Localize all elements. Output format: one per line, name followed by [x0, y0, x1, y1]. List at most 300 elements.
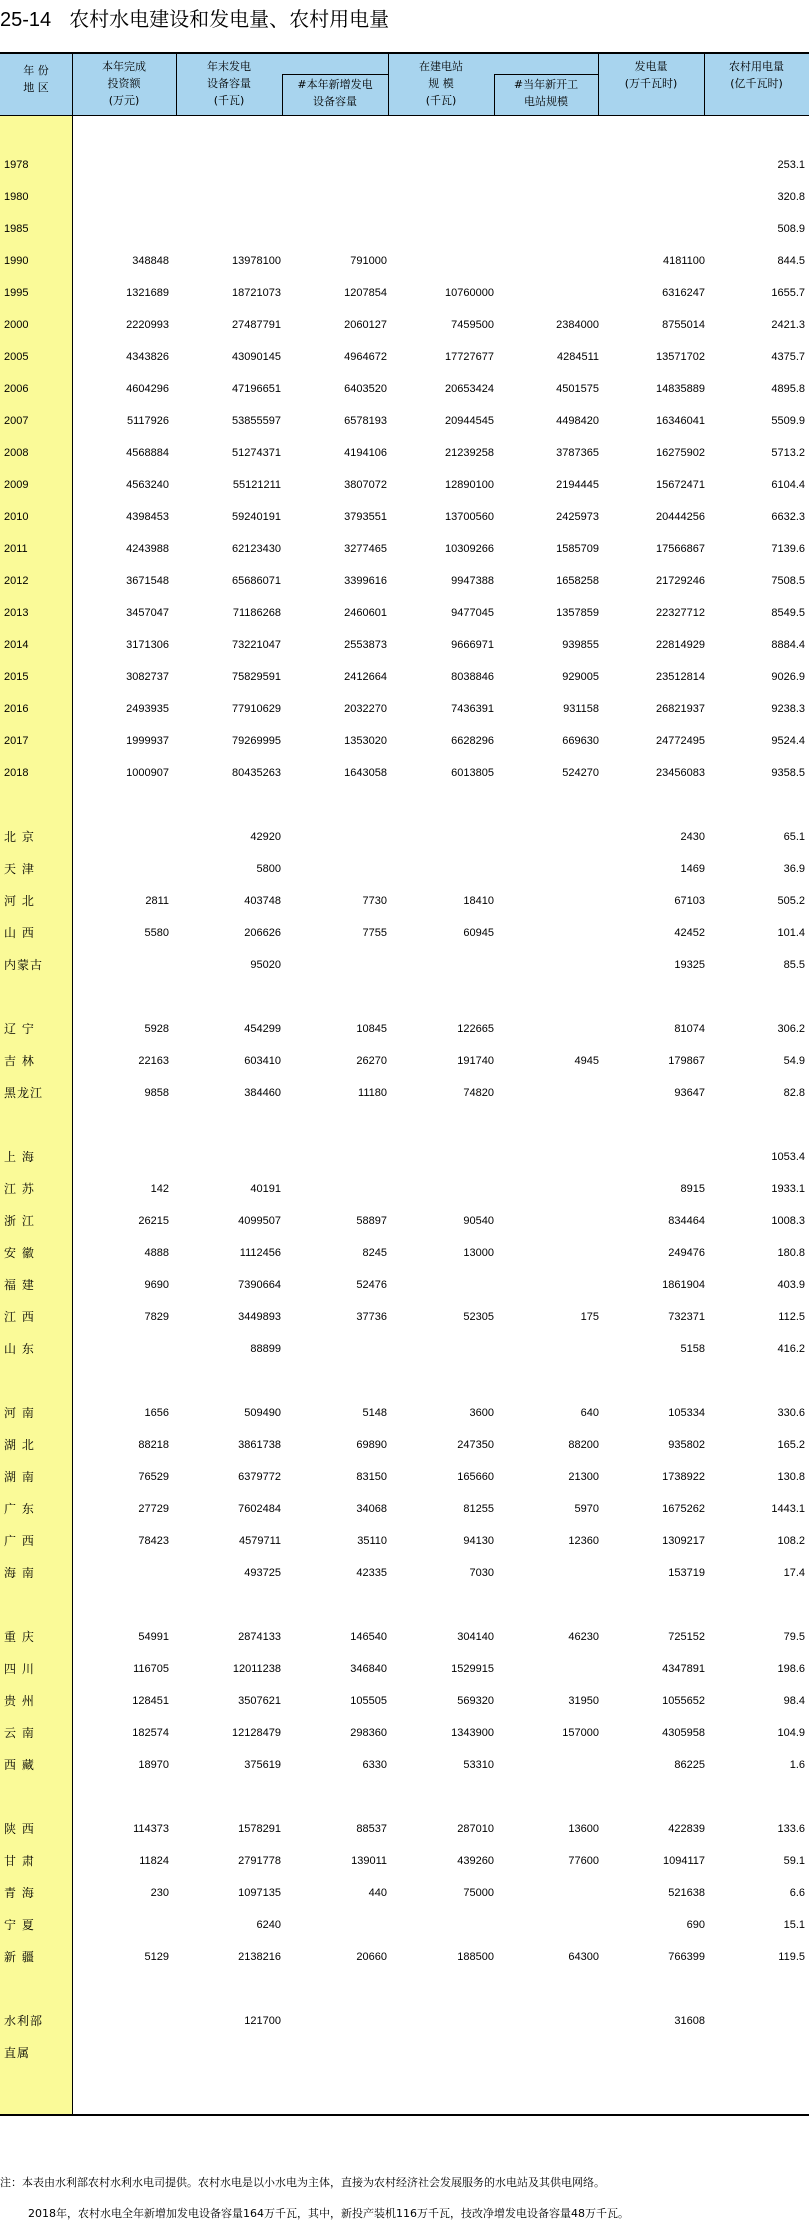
table-cell: 2553873	[344, 639, 387, 651]
table-cell: 18970	[138, 1759, 169, 1771]
row-label: 2010	[4, 511, 29, 523]
table-cell: 7030	[469, 1567, 494, 1579]
table-row	[0, 1692, 809, 1710]
table-cell: 11824	[139, 1855, 169, 1867]
table-cell: 1321689	[126, 287, 169, 299]
table-cell: 6316247	[662, 287, 705, 299]
table-cell: 2384000	[556, 319, 599, 331]
table-cell: 47196651	[232, 383, 281, 395]
table-cell: 5148	[362, 1407, 387, 1419]
table-row	[0, 1756, 809, 1774]
row-label: 宁 夏	[4, 1918, 35, 1932]
row-label: 云 南	[4, 1726, 35, 1740]
table-cell: 298360	[350, 1727, 387, 1739]
table-cell: 13000	[463, 1247, 494, 1259]
table-cell: 5158	[680, 1343, 705, 1355]
table-row	[0, 1052, 809, 1070]
table-cell: 422839	[668, 1823, 705, 1835]
table-cell: 139011	[351, 1855, 387, 1867]
table-row	[0, 700, 809, 718]
table-cell: 2791778	[238, 1855, 281, 1867]
table-cell: 287010	[457, 1823, 494, 1835]
table-cell: 31608	[674, 2015, 705, 2027]
table-cell: 58897	[356, 1215, 387, 1227]
table-cell: 59.1	[783, 1855, 805, 1867]
table-cell: 31950	[568, 1695, 599, 1707]
table-cell: 3807072	[344, 479, 387, 491]
table-cell: 12360	[568, 1535, 599, 1547]
table-cell: 12128479	[232, 1727, 281, 1739]
table-cell: 95020	[250, 959, 281, 971]
row-label: 江 苏	[4, 1182, 35, 1196]
table-cell: 4895.8	[771, 383, 805, 395]
row-label: 江 西	[4, 1310, 35, 1324]
table-cell: 10845	[356, 1023, 387, 1035]
header-region: 年 份 地 区	[23, 64, 49, 94]
table-cell: 2493935	[126, 703, 169, 715]
row-label: 湖 南	[4, 1470, 35, 1484]
table-cell: 112.5	[778, 1311, 805, 1323]
table-cell: 6632.3	[771, 511, 805, 523]
row-label: 上 海	[4, 1150, 35, 1164]
table-cell: 7730	[362, 895, 387, 907]
table-cell: 1933.1	[771, 1183, 805, 1195]
table-cell: 122665	[457, 1023, 494, 1035]
table-cell: 121700	[244, 2015, 281, 2027]
table-cell: 3082737	[126, 671, 169, 683]
table-cell: 791000	[350, 255, 387, 267]
table-cell: 59240191	[232, 511, 281, 523]
table-cell: 6379772	[238, 1471, 281, 1483]
table-row	[0, 284, 809, 302]
row-label: 2015	[4, 671, 29, 683]
table-title-text: 农村水电建设和发电量、农村用电量	[69, 7, 390, 31]
row-label: 四 川	[4, 1662, 35, 1676]
table-cell: 2412664	[344, 671, 387, 683]
table-cell: 3449893	[238, 1311, 281, 1323]
table-cell: 640	[580, 1407, 599, 1419]
row-label: 1985	[4, 223, 29, 235]
row-label: 北 京	[4, 830, 35, 844]
header-new-capacity: #本年新增发电 设备容量	[297, 78, 373, 108]
header-generation: 发电量 (万千瓦时)	[624, 60, 678, 90]
table-cell: 17727677	[445, 351, 494, 363]
table-cell: 13571702	[656, 351, 705, 363]
table-cell: 508.9	[777, 223, 805, 235]
row-label: 2007	[4, 415, 29, 427]
table-row	[0, 956, 809, 974]
table-cell: 40191	[250, 1183, 281, 1195]
table-row	[0, 316, 809, 334]
table-row	[0, 220, 809, 238]
table-cell: 929005	[562, 671, 599, 683]
table-cell: 2421.3	[771, 319, 805, 331]
table-row	[0, 1500, 809, 1518]
table-cell: 42452	[674, 927, 705, 939]
table-cell: 6240	[256, 1919, 281, 1931]
table-row	[0, 508, 809, 526]
table-cell: 439260	[457, 1855, 494, 1867]
table-row	[0, 1180, 809, 1198]
table-cell: 85.5	[783, 959, 805, 971]
row-label: 新 疆	[4, 1950, 35, 1964]
table-row	[0, 924, 809, 942]
row-label: 陕 西	[4, 1822, 35, 1836]
row-label: 2009	[4, 479, 29, 491]
table-cell: 384460	[244, 1087, 281, 1099]
table-cell: 725152	[668, 1631, 705, 1643]
table-cell: 42920	[250, 831, 281, 843]
table-row	[0, 1212, 809, 1230]
row-label: 2011	[4, 543, 28, 555]
table-cell: 5970	[574, 1503, 599, 1515]
table-cell: 3457047	[126, 607, 169, 619]
table-cell: 24772495	[656, 735, 705, 747]
table-cell: 65.1	[783, 831, 805, 843]
table-cell: 81074	[674, 1023, 705, 1035]
table-cell: 62123430	[232, 543, 281, 555]
table-cell: 130.8	[777, 1471, 805, 1483]
table-cell: 1656	[144, 1407, 169, 1419]
row-label: 山 西	[4, 926, 35, 940]
table-cell: 4888	[144, 1247, 169, 1259]
table-cell: 2425973	[556, 511, 599, 523]
table-row	[0, 1948, 809, 1966]
table-cell: 198.6	[777, 1663, 805, 1675]
table-cell: 26270	[356, 1055, 387, 1067]
table-row	[0, 636, 809, 654]
row-label: 海 南	[4, 1566, 35, 1580]
row-label: 辽 宁	[4, 1022, 35, 1036]
table-cell: 3399616	[344, 575, 387, 587]
table-cell: 320.8	[777, 191, 805, 203]
row-label: 甘 肃	[4, 1854, 35, 1868]
table-cell: 22163	[138, 1055, 169, 1067]
table-cell: 403748	[244, 895, 281, 907]
table-row	[0, 476, 809, 494]
table-row	[0, 1468, 809, 1486]
table-cell: 23512814	[656, 671, 705, 683]
table-cell: 4498420	[556, 415, 599, 427]
table-cell: 3277465	[344, 543, 387, 555]
table-cell: 9947388	[451, 575, 494, 587]
table-cell: 690	[686, 1919, 705, 1931]
table-row	[0, 1084, 809, 1102]
table-cell: 7508.5	[771, 575, 805, 587]
table-cell: 51274371	[232, 447, 281, 459]
table-row	[0, 2012, 809, 2030]
table-cell: 2138216	[238, 1951, 281, 1963]
table-cell: 403.9	[777, 1279, 805, 1291]
header-new-started: #当年新开工 电站规模	[513, 78, 579, 108]
row-label: 浙 江	[4, 1214, 35, 1228]
row-label: 2006	[4, 383, 29, 395]
table-cell: 1094117	[662, 1855, 705, 1867]
table-cell: 493725	[244, 1567, 281, 1579]
table-row	[0, 1884, 809, 1902]
row-label: 2005	[4, 351, 29, 363]
table-cell: 253.1	[777, 159, 805, 171]
table-cell: 22814929	[656, 639, 705, 651]
table-cell: 18721073	[232, 287, 281, 299]
table-cell: 18410	[463, 895, 494, 907]
table-cell: 3600	[469, 1407, 494, 1419]
table-cell: 348848	[132, 255, 169, 267]
table-row	[0, 892, 809, 910]
table-row	[0, 1276, 809, 1294]
table-cell: 1643058	[344, 767, 387, 779]
table-cell: 834464	[668, 1215, 705, 1227]
table-row	[0, 1852, 809, 1870]
table-row	[0, 1436, 809, 1454]
table-cell: 306.2	[777, 1023, 805, 1035]
table-row	[0, 1532, 809, 1550]
table-cell: 20944545	[445, 415, 494, 427]
row-label: 1995	[4, 287, 29, 299]
table-cell: 23456083	[656, 767, 705, 779]
table-cell: 88200	[568, 1439, 599, 1451]
table-bottom-rule	[0, 2114, 809, 2116]
table-cell: 9524.4	[771, 735, 805, 747]
table-cell: 42335	[356, 1567, 387, 1579]
table-cell: 569320	[457, 1695, 494, 1707]
table-cell: 19325	[674, 959, 705, 971]
row-label: 吉 林	[4, 1054, 35, 1068]
table-cell: 52476	[356, 1279, 387, 1291]
row-label: 2016	[4, 703, 29, 715]
table-cell: 35110	[357, 1535, 387, 1547]
table-cell: 21239258	[445, 447, 494, 459]
table-cell: 7139.6	[771, 543, 805, 555]
table-cell: 4243988	[126, 543, 169, 555]
table-cell: 7755	[362, 927, 387, 939]
row-label: 2012	[4, 575, 29, 587]
table-cell: 206626	[244, 927, 281, 939]
table-cell: 454299	[244, 1023, 281, 1035]
table-cell: 5928	[144, 1023, 169, 1035]
row-label: 福 建	[4, 1278, 35, 1292]
table-row	[0, 1148, 809, 1166]
table-cell: 1861904	[662, 1279, 705, 1291]
table-cell: 9358.5	[771, 767, 805, 779]
table-cell: 82.8	[783, 1087, 805, 1099]
table-row	[0, 2044, 809, 2062]
table-cell: 5713.2	[771, 447, 805, 459]
table-cell: 4343826	[126, 351, 169, 363]
table-cell: 98.4	[783, 1695, 805, 1707]
table-cell: 4964672	[344, 351, 387, 363]
table-row	[0, 1916, 809, 1934]
table-row	[0, 572, 809, 590]
row-label: 山 东	[4, 1342, 35, 1356]
table-cell: 5117926	[126, 415, 169, 427]
table-header	[0, 52, 809, 116]
row-label: 贵 州	[4, 1694, 35, 1708]
table-cell: 939855	[562, 639, 599, 651]
table-row	[0, 860, 809, 878]
table-cell: 8549.5	[771, 607, 805, 619]
table-row	[0, 604, 809, 622]
table-note-2018: 2018年，农村水电全年新增加发电设备容量164万千瓦，其中，新投产装机116万千瓦，技改净增发电设备容量48万千瓦。	[28, 2207, 629, 2220]
table-cell: 90540	[463, 1215, 494, 1227]
table-cell: 1999937	[126, 735, 169, 747]
table-cell: 77600	[568, 1855, 599, 1867]
table-cell: 1053.4	[771, 1151, 805, 1163]
table-cell: 4501575	[556, 383, 599, 395]
table-cell: 4194106	[344, 447, 387, 459]
table-cell: 1055652	[662, 1695, 705, 1707]
table-cell: 9238.3	[771, 703, 805, 715]
table-cell: 27487791	[232, 319, 281, 331]
table-cell: 188500	[457, 1951, 494, 1963]
table-cell: 8755014	[662, 319, 705, 331]
row-label: 黑龙江	[4, 1086, 44, 1100]
table-cell: 7602484	[238, 1503, 281, 1515]
table-cell: 9026.9	[771, 671, 805, 683]
table-row	[0, 1820, 809, 1838]
table-cell: 8884.4	[771, 639, 805, 651]
table-cell: 1343900	[451, 1727, 494, 1739]
row-label: 2008	[4, 447, 29, 459]
table-cell: 79.5	[783, 1631, 805, 1643]
table-cell: 6628296	[451, 735, 494, 747]
table-cell: 3171306	[126, 639, 169, 651]
table-cell: 65686071	[232, 575, 281, 587]
table-cell: 330.6	[777, 1407, 805, 1419]
table-cell: 1675262	[662, 1503, 705, 1515]
row-label: 2000	[4, 319, 29, 331]
table-cell: 521638	[668, 1887, 705, 1899]
table-row	[0, 1628, 809, 1646]
table-cell: 5800	[256, 863, 281, 875]
table-cell: 3507621	[238, 1695, 281, 1707]
table-cell: 15672471	[656, 479, 705, 491]
table-cell: 55121211	[232, 479, 281, 491]
table-cell: 6.6	[789, 1887, 805, 1899]
table-cell: 6013805	[451, 767, 494, 779]
table-row	[0, 828, 809, 846]
table-cell: 9477045	[451, 607, 494, 619]
table-cell: 54.9	[783, 1055, 805, 1067]
table-cell: 9858	[144, 1087, 169, 1099]
row-label: 西 藏	[4, 1758, 35, 1772]
row-label: 重 庆	[4, 1630, 35, 1644]
table-cell: 105334	[668, 1407, 705, 1419]
table-cell: 179867	[668, 1055, 705, 1067]
table-row	[0, 1244, 809, 1262]
table-row	[0, 444, 809, 462]
table-cell: 1309217	[662, 1535, 705, 1547]
table-cell: 67103	[674, 895, 705, 907]
table-cell: 146540	[350, 1631, 387, 1643]
table-cell: 22327712	[656, 607, 705, 619]
table-cell: 1655.7	[771, 287, 805, 299]
row-label: 直属	[4, 2046, 31, 2060]
table-cell: 4563240	[126, 479, 169, 491]
table-cell: 165660	[457, 1471, 494, 1483]
table-cell: 5509.9	[771, 415, 805, 427]
table-cell: 175	[580, 1311, 599, 1323]
table-cell: 4181100	[662, 255, 705, 267]
header-construction: 在建电站 规 模 (千瓦)	[419, 60, 463, 107]
table-cell: 8038846	[451, 671, 494, 683]
table-cell: 1443.1	[771, 1503, 805, 1515]
table-cell: 6104.4	[771, 479, 805, 491]
table-row	[0, 1564, 809, 1582]
table-cell: 6578193	[344, 415, 387, 427]
row-label: 天 津	[4, 862, 35, 876]
table-row	[0, 1724, 809, 1742]
table-cell: 180.8	[777, 1247, 805, 1259]
row-label: 青 海	[4, 1886, 35, 1900]
table-cell: 101.4	[777, 927, 805, 939]
table-row	[0, 1308, 809, 1326]
table-cell: 54991	[138, 1631, 169, 1643]
table-cell: 440	[368, 1887, 387, 1899]
table-cell: 182574	[132, 1727, 169, 1739]
row-label: 水利部	[4, 2014, 44, 2028]
table-cell: 669630	[562, 735, 599, 747]
table-cell: 375619	[244, 1759, 281, 1771]
table-row	[0, 380, 809, 398]
table-cell: 21300	[568, 1471, 599, 1483]
table-row	[0, 668, 809, 686]
table-cell: 88537	[356, 1823, 387, 1835]
table-cell: 10760000	[445, 287, 494, 299]
table-cell: 79269995	[232, 735, 281, 747]
table-cell: 12890100	[445, 479, 494, 491]
table-cell: 732371	[668, 1311, 705, 1323]
table-cell: 6403520	[344, 383, 387, 395]
table-cell: 304140	[457, 1631, 494, 1643]
table-cell: 844.5	[777, 255, 805, 267]
row-label: 安 徽	[4, 1246, 35, 1260]
row-label: 内蒙古	[4, 958, 44, 972]
table-cell: 10309266	[445, 543, 494, 555]
header-capacity: 年末发电 设备容量 (千瓦)	[207, 60, 251, 107]
table-cell: 7829	[144, 1311, 169, 1323]
table-cell: 83150	[356, 1471, 387, 1483]
table-cell: 60945	[463, 927, 494, 939]
table-cell: 1112456	[239, 1247, 281, 1259]
table-cell: 6330	[362, 1759, 387, 1771]
table-cell: 157000	[562, 1727, 599, 1739]
table-cell: 36.9	[783, 863, 805, 875]
table-cell: 524270	[562, 767, 599, 779]
table-cell: 247350	[457, 1439, 494, 1451]
table-cell: 9666971	[451, 639, 494, 651]
table-cell: 73221047	[232, 639, 281, 651]
table-cell: 505.2	[777, 895, 805, 907]
table-row	[0, 412, 809, 430]
table-cell: 4945	[574, 1055, 599, 1067]
table-cell: 80435263	[232, 767, 281, 779]
table-cell: 766399	[668, 1951, 705, 1963]
table-cell: 2460601	[344, 607, 387, 619]
table-cell: 20660	[356, 1951, 387, 1963]
table-cell: 249476	[668, 1247, 705, 1259]
table-cell: 15.1	[783, 1919, 805, 1931]
table-cell: 71186268	[232, 607, 281, 619]
table-cell: 931158	[563, 703, 599, 715]
table-row	[0, 540, 809, 558]
table-cell: 4305958	[662, 1727, 705, 1739]
table-cell: 5580	[144, 927, 169, 939]
table-cell: 4099507	[238, 1215, 281, 1227]
table-cell: 81255	[463, 1503, 494, 1515]
table-cell: 2194445	[556, 479, 599, 491]
table-cell: 1658258	[556, 575, 599, 587]
